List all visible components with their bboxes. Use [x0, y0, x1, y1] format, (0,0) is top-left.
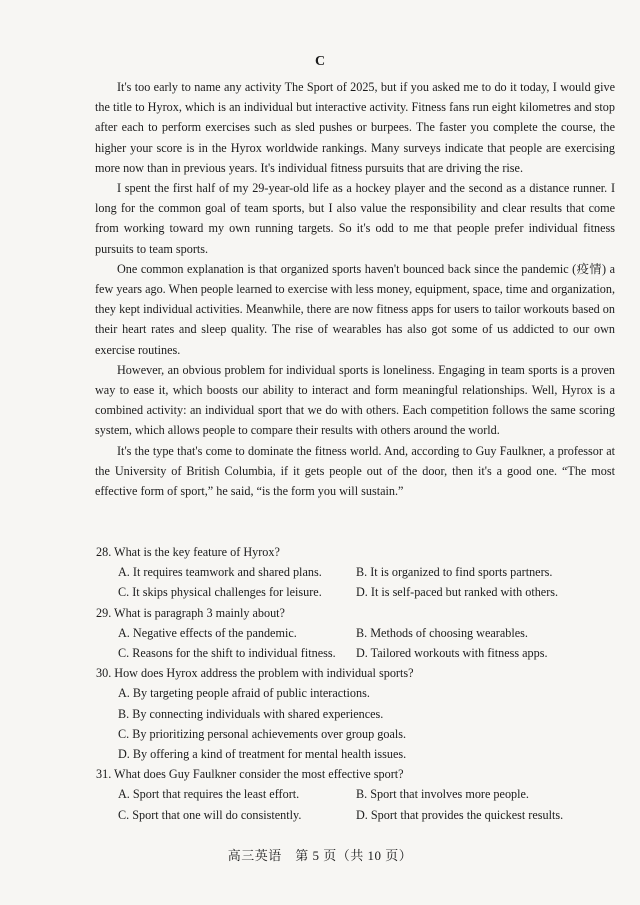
option-a[interactable]: A. It requires teamwork and shared plans.	[118, 565, 322, 580]
option-c[interactable]: C. It skips physical challenges for leisure.	[118, 585, 322, 600]
paragraph-3: One common explanation is that organized sports haven't bounced back since the pandemic (疫情) a few years ago. When people learned to exercise with less money, equipment, space, time and organization, they kept individual activities. Meanwhile, there are now fitness apps for users to tailor workouts based on their heart rates and sleep quality. The rise of wearables has also got some of us addicted to our own exercise routines.	[95, 261, 615, 357]
question-stem: 28. What is the key feature of Hyrox?	[96, 545, 280, 559]
paragraph-1: It's too early to name any activity The Sport of 2025, but if you asked me to do it today, I would give the title to Hyrox, which is an individual but interactive activity. Fitness fans run eight kilometres and stop after each to perform exercises such as sled pushes or burpees. The faster you complete the course, the higher your score is in the Hyrox worldwide rankings. Many surveys indicate that people are exercising more now than in previous years. It's individual fitness pursuits that are driving the rise.	[95, 80, 615, 175]
option-d[interactable]: D. It is self-paced but ranked with others.	[356, 585, 559, 600]
question-31	[96, 764, 616, 825]
option-d[interactable]: D. Sport that provides the quickest results.	[356, 807, 564, 822]
option-c[interactable]: C. By prioritizing personal achievements over group goals.	[118, 726, 407, 741]
option-b[interactable]: B. It is organized to find sports partners.	[356, 565, 553, 580]
page-footer: 高三英语 第 5 页（共 10 页）	[227, 848, 413, 863]
question-28	[96, 542, 616, 603]
question-stem: 31. What does Guy Faulkner consider the most effective sport?	[96, 767, 404, 782]
question-stem: 30. How does Hyrox address the problem with individual sports?	[96, 666, 414, 681]
section-heading: C	[314, 54, 326, 69]
option-c[interactable]: C. Reasons for the shift to individual fitness.	[118, 646, 336, 661]
option-a[interactable]: A. By targeting people afraid of public interactions.	[118, 686, 370, 701]
option-a[interactable]: A. Sport that requires the least effort.	[118, 787, 300, 802]
reading-passage	[95, 77, 615, 501]
paragraph-2: I spent the first half of my 29-year-old life as a hockey player and the second as a distance runner. I long for the common goal of team sports, but I also value the responsibility and clear results that come from working toward my own running targets. So it's odd to me that people prefer individual fitness pursuits to team sports.	[95, 181, 615, 256]
option-b[interactable]: B. Sport that involves more people.	[356, 787, 529, 802]
option-b[interactable]: B. By connecting individuals with shared experiences.	[118, 706, 384, 721]
option-b[interactable]: B. Methods of choosing wearables.	[356, 625, 528, 640]
question-29	[96, 603, 616, 664]
question-list	[96, 542, 616, 825]
option-a[interactable]: A. Negative effects of the pandemic.	[118, 625, 297, 640]
option-c[interactable]: C. Sport that one will do consistently.	[118, 807, 302, 822]
paragraph-4: However, an obvious problem for individual sports is loneliness. Engaging in team sports is a proven way to ease it, which boosts our ability to interact and form meaningful relationships. Well, Hyrox is a combined activity: an individual sport that we do with others. Each competition follows the same scoring system, which allows people to compare their results with others around the world.	[95, 362, 615, 438]
paragraph-5: It's the type that's come to dominate the fitness world. And, according to Guy Faulkner, a professor at the University of British Columbia, if it gets people out of the door, then it's a good one. “The most effective form of sport,” he said, “is the form you will sustain.”	[95, 443, 615, 499]
question-stem: 29. What is paragraph 3 mainly about?	[96, 605, 285, 620]
option-d[interactable]: D. By offering a kind of treatment for mental health issues.	[118, 747, 407, 762]
question-30	[96, 663, 616, 764]
option-d[interactable]: D. Tailored workouts with fitness apps.	[356, 646, 548, 661]
